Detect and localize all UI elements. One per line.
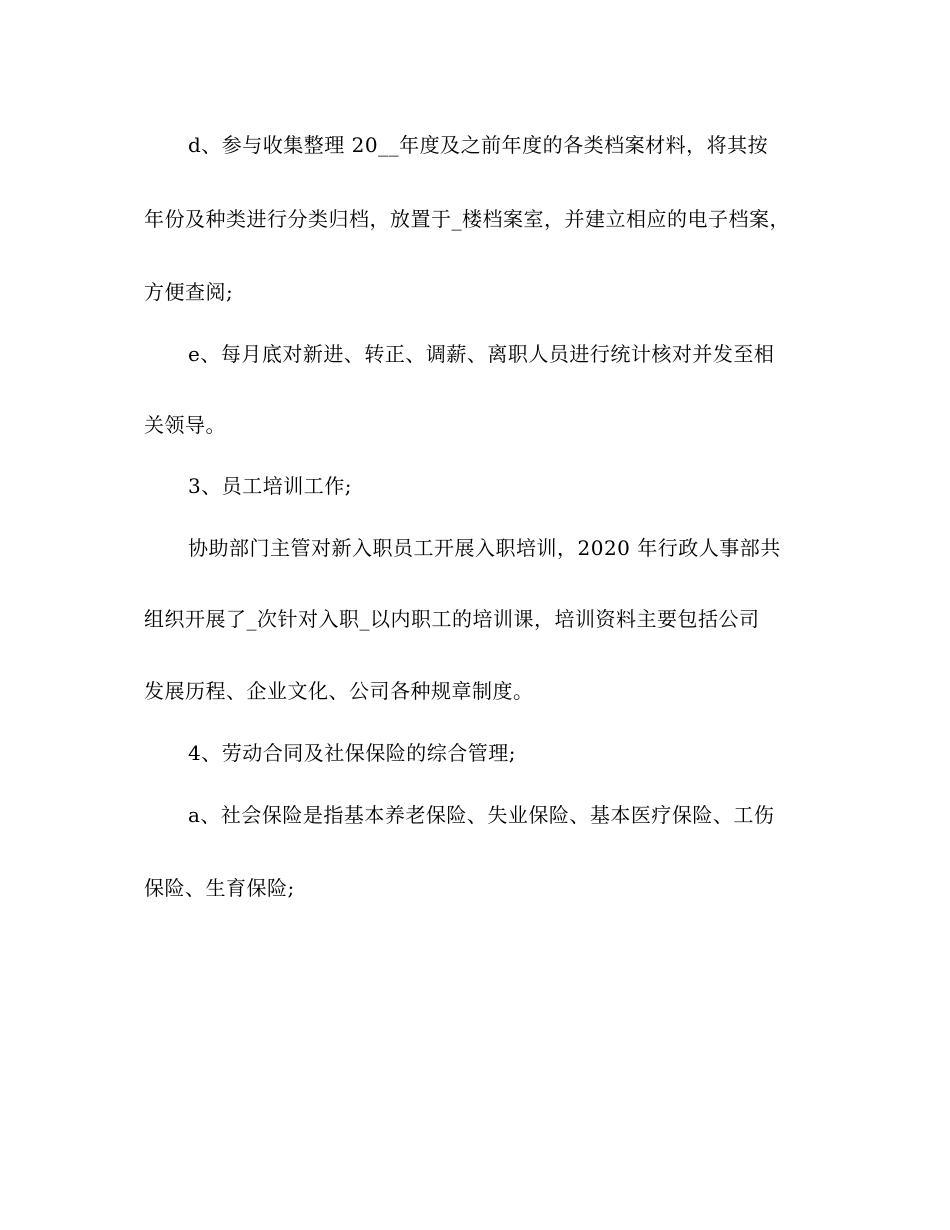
paragraph-d-line-1: d、参与收集整理 20__年度及之前年度的各类档案材料，将其按 [188, 133, 769, 157]
training-paragraph-line-2: 组织开展了_次针对入职_以内职工的培训课，培训资料主要包括公司 [144, 607, 760, 631]
training-paragraph-line-3: 发展历程、企业文化、公司各种规章制度。 [144, 679, 534, 703]
section-4-heading: 4、劳动合同及社保保险的综合管理; [188, 741, 516, 765]
paragraph-d-line-2: 年份及种类进行分类归档，放置于_楼档案室，并建立相应的电子档案， [144, 207, 790, 231]
paragraph-e-line-1: e、每月底对新进、转正、调薪、离职人员进行统计核对并发至相 [188, 342, 775, 366]
section-3-heading: 3、员工培训工作; [188, 474, 352, 498]
paragraph-e-line-2: 关领导。 [144, 413, 226, 437]
paragraph-a-line-1: a、社会保险是指基本养老保险、失业保险、基本医疗保险、工伤 [188, 803, 775, 827]
training-paragraph-line-1: 协助部门主管对新入职员工开展入职培训，2020 年行政人事部共 [188, 536, 781, 560]
paragraph-a-line-2: 保险、生育保险; [144, 876, 295, 900]
paragraph-d-line-3: 方便查阅; [144, 280, 234, 304]
